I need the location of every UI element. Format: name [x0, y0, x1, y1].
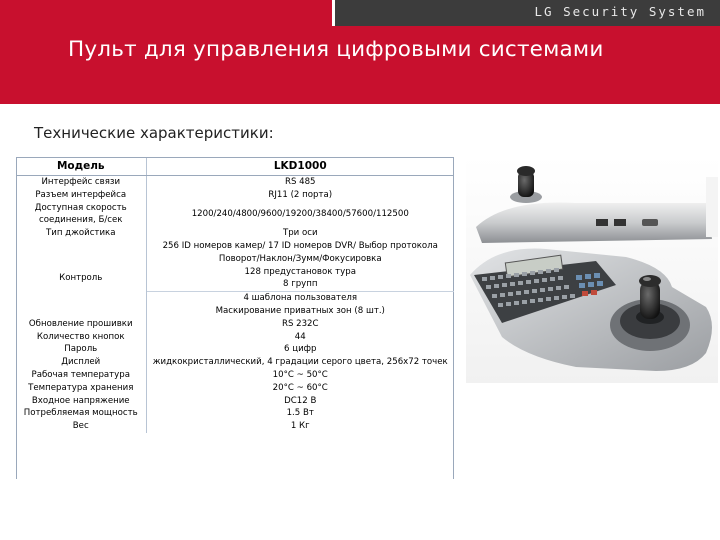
row-value: 1200/240/4800/9600/19200/38400/57600/112500 — [191, 208, 409, 219]
row-value: 8 групп — [283, 279, 318, 290]
row-label: Температура хранения — [16, 382, 146, 395]
row-value: 6 цифр — [284, 344, 317, 355]
row-label: соединения, Б/сек — [16, 214, 146, 227]
table-row — [16, 176, 454, 189]
table-row — [16, 382, 454, 395]
row-value: 10°C ~ 50°C — [272, 369, 328, 380]
row-label-control: Контроль — [16, 240, 146, 318]
bar-divider — [332, 0, 335, 26]
row-label: Рабочая температура — [16, 369, 146, 382]
row-value: 20°C ~ 60°C — [272, 382, 328, 393]
table-row — [16, 343, 454, 356]
table-row — [16, 227, 454, 240]
page-title: Пульт для управления цифровыми системами — [68, 37, 604, 62]
row-label: Дисплей — [16, 356, 146, 369]
table-row — [16, 407, 454, 420]
row-value: DC12 В — [284, 395, 317, 406]
row-value: RS 232C — [281, 318, 319, 329]
keyboard-controller-photo — [466, 157, 718, 383]
spec-table — [16, 158, 454, 433]
table-row — [16, 395, 454, 408]
table-row — [16, 420, 454, 433]
row-value: RS 485 — [284, 177, 316, 187]
row-label: Количество кнопок — [16, 331, 146, 344]
top-red-bar — [0, 0, 332, 26]
top-dark-bar — [332, 0, 720, 26]
table-row — [16, 331, 454, 344]
row-value: 1.5 Вт — [286, 408, 314, 419]
row-label: Разъем интерфейса — [16, 189, 146, 202]
table-row — [16, 202, 454, 215]
row-label: Обновление прошивки — [16, 318, 146, 331]
table-row — [16, 189, 454, 202]
table-header-row — [16, 158, 454, 176]
rear-unit-body — [476, 203, 712, 244]
row-label: Тип джойстика — [16, 227, 146, 240]
header-model-value: LKD1000 — [146, 158, 454, 176]
row-value: 4 шаблона пользователя — [146, 292, 454, 305]
table-row — [16, 240, 454, 253]
table-row — [16, 369, 454, 382]
section-subtitle: Технические характеристики: — [34, 124, 274, 142]
table-row — [16, 318, 454, 331]
header-model: Модель — [16, 158, 146, 176]
row-label: Пароль — [16, 343, 146, 356]
row-label: Вес — [16, 420, 146, 433]
row-value: 256 ID номеров камер/ 17 ID номеров DVR/ Выбор протокола — [162, 240, 438, 251]
row-label: Доступная скорость — [16, 202, 146, 215]
brand-logo-text: LG Security System — [534, 4, 706, 19]
row-value: жидкокристаллический, 4 градации серого цвета, 256x72 точек — [152, 357, 448, 368]
row-label: Входное напряжение — [16, 395, 146, 408]
table-row — [16, 356, 454, 369]
row-value: Три оси — [282, 228, 318, 239]
row-value: 44 — [294, 331, 306, 342]
row-value: Маскирование приватных зон (8 шт.) — [215, 305, 385, 316]
row-value: 1 Кг — [290, 421, 310, 432]
row-value: 128 предустановок тура — [244, 266, 356, 277]
row-label: Интерфейс связи — [16, 176, 146, 189]
row-value: Поворот/Наклон/Зумм/Фокусировка — [218, 253, 382, 264]
row-value: RJ11 (2 порта) — [268, 189, 333, 200]
row-label: Потребляемая мощность — [16, 407, 146, 420]
